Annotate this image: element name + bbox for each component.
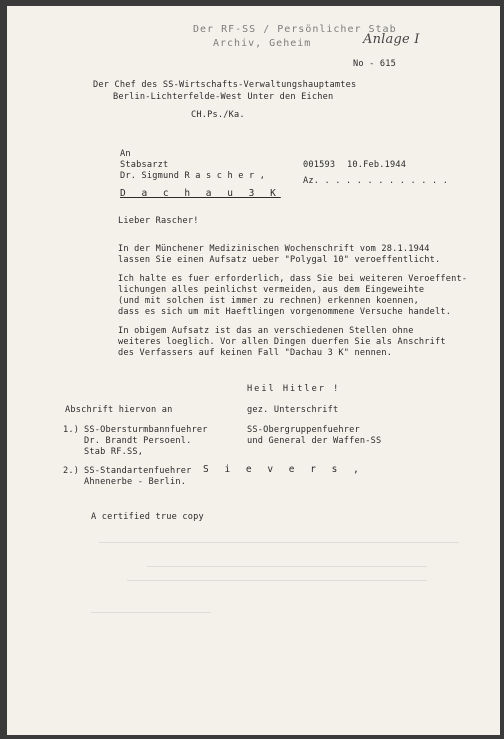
letter-date: 10.Feb.1944 bbox=[347, 160, 407, 170]
document-number: No - 615 bbox=[353, 59, 396, 69]
paragraph-line: lichungen alles peinlichst vermeiden, aus dem Eingeweihte bbox=[118, 285, 425, 295]
signature-rank bbox=[247, 425, 381, 447]
reference-code: CH.Ps./Ka. bbox=[191, 110, 245, 120]
archive-stamp-line-1: Der RF-SS / Persönlicher Stab bbox=[193, 24, 397, 35]
cc-entry-2 bbox=[84, 466, 191, 488]
recipient-title: Stabsarzt bbox=[120, 160, 169, 170]
bleed-through-mark bbox=[99, 542, 459, 543]
greeting: Lieber Rascher! bbox=[118, 216, 199, 226]
cc-entry-1 bbox=[84, 425, 208, 458]
signature-rank-line-1: SS-Obergruppenfuehrer bbox=[247, 425, 360, 435]
cc-line: Dr. Brandt Persoenl. bbox=[84, 436, 192, 446]
cc-line: Stab RF.SS, bbox=[84, 447, 144, 457]
paragraph-line: (und mit solchen ist immer zu rechnen) erkennen koennen, bbox=[118, 296, 419, 306]
cc-line: SS-Standartenfuehrer bbox=[84, 466, 192, 476]
cc-line: Ahnenerbe - Berlin. bbox=[84, 477, 187, 487]
recipient-place: D a c h a u 3 K bbox=[120, 188, 281, 199]
paragraph-line: In obigem Aufsatz ist das an verschiedenen Stellen ohne bbox=[118, 326, 414, 336]
signature-rank-line-2: und General der Waffen-SS bbox=[247, 436, 382, 446]
recipient-an: An bbox=[120, 149, 131, 159]
cc-line: SS-Obersturmbannfuehrer bbox=[84, 425, 208, 435]
bleed-through-mark bbox=[91, 612, 211, 613]
cc-number-1: 1.) bbox=[63, 425, 80, 435]
paragraph-line: des Verfassers auf keinen Fall "Dachau 3 K" nennen. bbox=[118, 348, 393, 358]
paragraph-line: dass es sich um mit Haeftlingen vorgenommene Versuche handelt. bbox=[118, 307, 452, 317]
closing-salute: Heil Hitler ! bbox=[247, 384, 341, 394]
cc-2-name: S i e v e r s , bbox=[203, 464, 364, 475]
copies-label: Abschrift hiervon an bbox=[65, 405, 173, 415]
paragraph-2 bbox=[118, 274, 467, 318]
sender-line-1: Der Chef des SS-Wirtschafts-Verwaltungshauptamtes bbox=[93, 80, 357, 90]
certified-copy-note: A certified true copy bbox=[91, 512, 204, 522]
paragraph-3 bbox=[118, 326, 446, 359]
archive-stamp-line-2: Archiv, Geheim bbox=[213, 38, 312, 49]
az-reference: Az. . . . . . . . . . . . . bbox=[303, 176, 449, 186]
paragraph-line: weiteres loeglich. Vor allen Dingen duerfen Sie als Anschrift bbox=[118, 337, 446, 347]
document-page bbox=[7, 6, 500, 735]
handwritten-annex-note: Anlage I bbox=[363, 32, 420, 47]
paragraph-line: In der Münchener Medizinischen Wochenschrift vom 28.1.1944 bbox=[118, 244, 430, 254]
paragraph-1 bbox=[118, 244, 440, 266]
sender-line-2: Berlin-Lichterfelde-West Unter den Eichen bbox=[113, 92, 334, 102]
bleed-through-mark bbox=[127, 580, 427, 581]
recipient-name: Dr. Sigmund R a s c h e r , bbox=[120, 171, 266, 181]
file-number: 001593 bbox=[303, 160, 336, 170]
cc-number-2: 2.) bbox=[63, 466, 80, 476]
signature-label: gez. Unterschrift bbox=[247, 405, 339, 415]
paragraph-line: lassen Sie einen Aufsatz ueber "Polygal 10" veroeffentlicht. bbox=[118, 255, 441, 265]
paragraph-line: Ich halte es fuer erforderlich, dass Sie bei weiteren Veroeffent- bbox=[118, 274, 468, 284]
bleed-through-mark bbox=[147, 566, 427, 567]
